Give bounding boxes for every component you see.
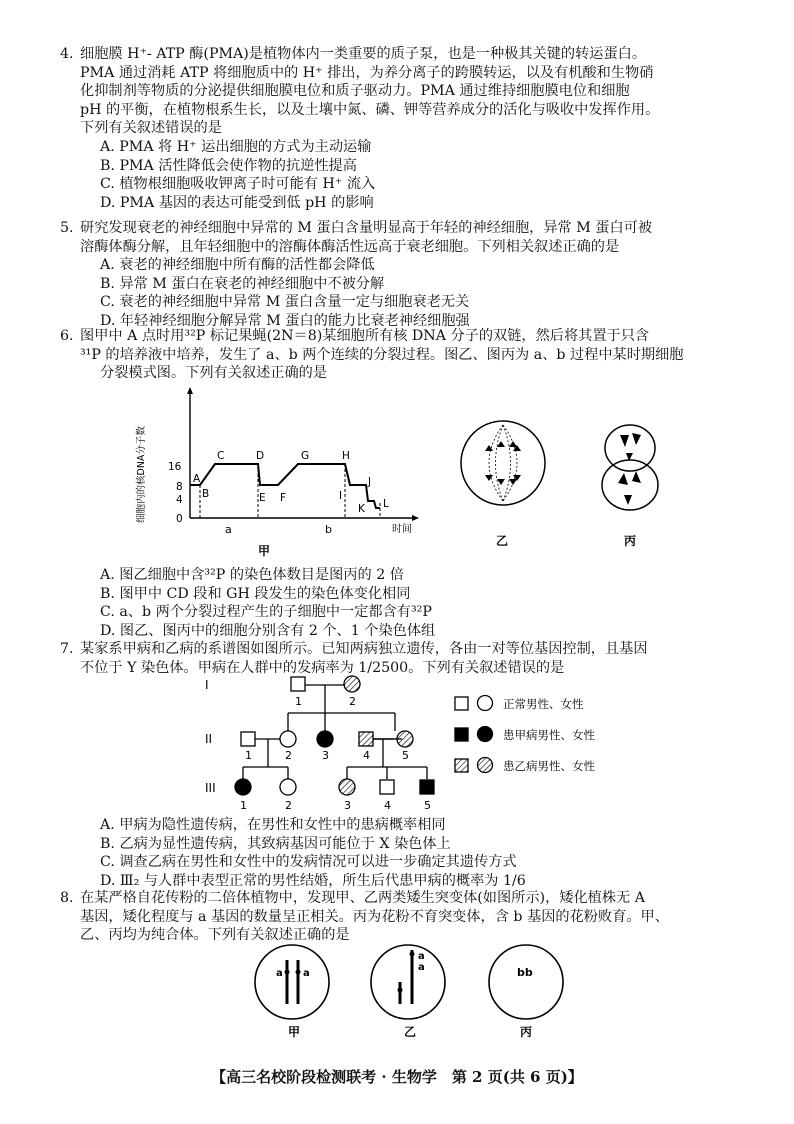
question-number: 8. [60, 890, 74, 906]
question-text: 不位于 Y 染色体。甲病在人群中的发病率为 1/2500。下列有关叙述错误的是 [80, 659, 565, 676]
tick-8: 8 [176, 481, 183, 493]
q6-figures [136, 385, 700, 565]
label-iii-3: 3 [344, 799, 351, 812]
question-text: PMA 通过消耗 ATP 将细胞质中的 H⁺ 排出，为养分离子的跨膜转运，以及有机酸和生物硝 [80, 64, 654, 81]
option-b: B. PMA 活性降低会使作物的抗逆性提高 [100, 157, 357, 174]
caption-jia: 甲 [288, 1025, 301, 1039]
y-axis-label: 细胞内的核DNA分子数 [136, 426, 147, 523]
question-number: 4. [60, 46, 74, 62]
pedigree-chart [195, 675, 645, 815]
option-a: A. 甲病为隐性遗传病，在男性和女性中的患病概率相同 [100, 817, 446, 833]
question-text: 分裂模式图。下列有关叙述正确的是 [100, 365, 328, 382]
option-d: D. 年轻神经细胞分解异常 M 蛋白的能力比衰老神经细胞强 [100, 312, 470, 329]
label-i-2: 2 [349, 695, 356, 708]
tick-16: 16 [168, 461, 182, 473]
generation-ii: II [205, 732, 213, 746]
label-ii-1: 1 [245, 749, 252, 762]
question-number: 7. [60, 641, 74, 657]
allele-a-2: a [303, 968, 310, 979]
allele-a-1: a [418, 951, 425, 962]
option-d: D. 图乙、图丙中的细胞分别含有 2 个、1 个染色体组 [100, 622, 436, 639]
dna-content-graph [135, 387, 419, 558]
option-c: C. a、b 两个分裂过程产生的子细胞中一定都含有³²P [100, 604, 432, 621]
label-iii-5: 5 [424, 799, 431, 812]
question-text: 乙、丙均为纯合体。下列有关叙述正确的是 [80, 927, 350, 944]
point-j: J [368, 476, 372, 488]
point-c: C [217, 450, 225, 462]
option-c: C. 衰老的神经细胞中异常 M 蛋白含量一定与细胞衰老无关 [100, 294, 470, 311]
point-a: A [193, 473, 201, 485]
question-text: 研究发现衰老的神经细胞中异常的 M 蛋白含量明显高于年轻的神经细胞，异常 M 蛋白可被 [80, 220, 653, 236]
x-axis-label: 时间 [392, 524, 412, 535]
legend-normal: 正常男性、女性 [503, 697, 584, 711]
point-g: G [301, 450, 310, 462]
question-7-options [80, 816, 745, 890]
option-b: B. 图甲中 CD 段和 GH 段发生的染色体变化相同 [100, 585, 411, 602]
cell-bing-diagram [602, 425, 658, 548]
option-c: C. 植物根细胞吸收钾离子时可能有 H⁺ 流入 [100, 176, 376, 193]
point-e: E [259, 492, 266, 504]
question-number: 6. [60, 328, 74, 344]
point-i: I [339, 490, 343, 502]
question-text: 细胞膜 H⁺- ATP 酶(PMA)是植物体内一类重要的质子泵，也是一种极其关键的转运蛋白。 [80, 46, 647, 62]
option-a: A. PMA 将 H⁺ 运出细胞的方式为主动运输 [100, 138, 372, 155]
label-i-1: 1 [295, 695, 302, 708]
segment-a: a [225, 523, 232, 536]
segment-b: b [325, 523, 332, 536]
caption-bing: 丙 [520, 1025, 533, 1039]
question-number: 5. [60, 220, 74, 236]
q8-cell-diagrams [240, 942, 590, 1042]
allele-a-1: a [276, 968, 283, 979]
question-6 [60, 327, 745, 383]
point-h: H [342, 450, 350, 462]
label-ii-5: 5 [402, 749, 409, 762]
tick-4: 4 [176, 494, 183, 506]
question-4 [60, 45, 745, 212]
cell-yi-diagram [461, 421, 545, 548]
legend-disease-jia: 患甲病男性、女性 [503, 728, 595, 742]
cell-jia [255, 945, 329, 1039]
question-text: 化抑制剂等物质的分泌提供细胞膜电位和质子驱动力。PMA 通过维持细胞膜电位和细胞 [80, 83, 630, 100]
question-text: 下列有关叙述错误的是 [80, 120, 222, 137]
point-k: K [358, 503, 365, 515]
point-d: D [256, 450, 265, 462]
page-footer: 【高三名校阶段检测联考 · 生物学 第 2 页(共 6 页)】 [211, 1068, 583, 1086]
option-d: D. Ⅲ₂ 与人群中表型正常的男性结婚，所生后代患甲病的概率为 1/6 [100, 872, 526, 889]
option-a: A. 图乙细胞中含³²P 的染色体数目是图丙的 2 倍 [100, 567, 404, 583]
generation-i: I [205, 678, 209, 692]
tick-0: 0 [176, 513, 183, 525]
option-b: B. 异常 M 蛋白在衰老的神经细胞中不被分解 [100, 275, 385, 292]
question-text: 基因，矮化程度与 a 基因的数量呈正相关。丙为花粉不育突变体，含 b 基因的花粉败育。甲、 [80, 908, 669, 925]
point-l: L [383, 498, 389, 510]
label-iii-1: 1 [240, 799, 247, 812]
option-a: A. 衰老的神经细胞中所有酶的活性都会降低 [100, 257, 375, 274]
question-text: 溶酶体酶分解，且年轻细胞中的溶酶体酶活性远高于衰老细胞。下列相关叙述正确的是 [80, 238, 620, 255]
label-iii-2: 2 [285, 799, 292, 812]
label-ii-3: 3 [322, 749, 329, 762]
question-text: ³¹P 的培养液中培养，发生了 a、b 两个连续的分裂过程。图乙、图丙为 a、b 过程中某时期细胞 [80, 346, 684, 363]
question-text: 某家系甲病和乙病的系谱图如图所示。已知两病独立遗传，各由一对等位基因控制，且基因 [80, 641, 648, 657]
legend-disease-yi: 患乙病男性、女性 [503, 759, 595, 773]
caption-jia: 甲 [258, 544, 271, 558]
allele-bb: bb [517, 966, 533, 979]
label-iii-4: 4 [384, 799, 391, 812]
question-text: 图甲中 A 点时用³²P 标记果蝇(2N＝8)某细胞所有核 DNA 分子的双链，然后将其置于只含 [80, 328, 650, 344]
point-f: F [280, 492, 287, 504]
question-8 [60, 889, 745, 945]
cell-bing [489, 945, 563, 1039]
caption-yi: 乙 [496, 534, 509, 548]
option-c: C. 调查乙病在男性和女性中的发病情况可以进一步确定其遗传方式 [100, 854, 517, 871]
point-b: B [202, 488, 210, 500]
generation-iii: III [205, 781, 216, 795]
question-text: pH 的平衡，在植物根系生长，以及土壤中氮、磷、钾等营养成分的活化与吸收中发挥作用。 [80, 101, 660, 118]
option-d: D. PMA 基因的表达可能受到低 pH 的影响 [100, 194, 374, 211]
question-7 [60, 640, 745, 677]
question-text: 在某严格自花传粉的二倍体植物中，发现甲、乙两类矮生突变体(如图所示)，矮化植株无 A [80, 890, 645, 906]
cell-yi [371, 945, 445, 1039]
question-6-options [80, 566, 745, 640]
label-ii-4: 4 [363, 749, 370, 762]
pedigree-legend [455, 696, 595, 774]
allele-a-2: a [418, 962, 425, 973]
caption-bing: 丙 [624, 534, 637, 548]
question-5 [60, 219, 745, 331]
caption-yi: 乙 [404, 1025, 417, 1039]
option-b: B. 乙病为显性遗传病，其致病基因可能位于 X 染色体上 [100, 835, 451, 852]
label-ii-2: 2 [285, 749, 292, 762]
